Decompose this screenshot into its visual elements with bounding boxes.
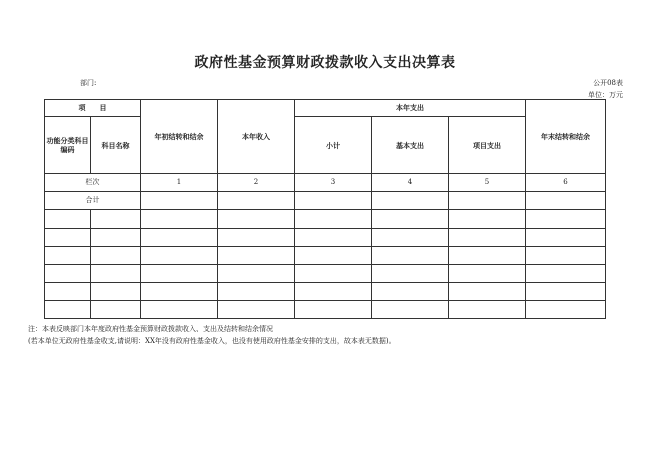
table-cell [45,300,91,318]
column-number: 1 [141,174,218,192]
table-cell [295,228,372,246]
department-label: 部门: [80,79,97,87]
total-label: 合计 [45,192,141,210]
basic-expense-header: 基本支出 [372,117,449,174]
table-cell [526,282,606,300]
table-cell [449,246,526,264]
table-cell [372,210,449,228]
table-cell [218,210,295,228]
column-number: 6 [526,174,606,192]
table-cell [526,210,606,228]
table-cell [372,228,449,246]
table-cell [372,282,449,300]
table-cell [449,192,526,210]
table-row [45,228,606,246]
form-number: 公开08表 [593,79,623,87]
table-cell [526,192,606,210]
table-cell [45,210,91,228]
table-row [45,246,606,264]
budget-table [44,99,606,319]
column-number-row [45,174,606,192]
table-cell [45,228,91,246]
table-cell [295,300,372,318]
table-cell [141,192,218,210]
table-cell [449,210,526,228]
table-cell [91,300,141,318]
table-cell [218,228,295,246]
table-cell [141,300,218,318]
table-row [45,300,606,318]
table-cell [449,282,526,300]
project-expense-header: 项目支出 [449,117,526,174]
table-cell [91,210,141,228]
current-expense-header: 本年支出 [295,100,526,117]
opening-balance-header: 年初结转和结余 [141,100,218,174]
item-group-header: 项 目 [45,100,141,117]
table-cell [141,282,218,300]
table-cell [526,300,606,318]
table-cell [141,264,218,282]
table-cell [218,264,295,282]
table-cell [91,246,141,264]
table-cell [295,192,372,210]
table-row [45,264,606,282]
table-cell [449,300,526,318]
subject-name-header: 科目名称 [91,117,141,174]
table-cell [295,264,372,282]
table-cell [526,246,606,264]
table-row [45,282,606,300]
table-cell [141,228,218,246]
table-cell [449,228,526,246]
column-number: 5 [449,174,526,192]
page-title: 政府性基金预算财政拨款收入支出决算表 [194,55,456,71]
current-income-header: 本年收入 [218,100,295,174]
table-cell [91,282,141,300]
table-cell [91,228,141,246]
table-cell [372,192,449,210]
column-number: 3 [295,174,372,192]
table-cell [526,264,606,282]
table-cell [45,282,91,300]
column-number: 2 [218,174,295,192]
table-cell [372,300,449,318]
footnote: 注：本表反映部门本年度政府性基金预算财政拨款收入、支出及结转和结余情况 [28,325,273,333]
table-cell [141,246,218,264]
table-cell [141,210,218,228]
table-cell [372,246,449,264]
column-label: 栏次 [45,174,141,192]
table-cell [45,264,91,282]
table-cell [218,192,295,210]
table-cell [295,246,372,264]
footnote-explanation: (若本单位无政府性基金收支,请说明：XX年没有政府性基金收入，也没有使用政府性基金安排的支出，故本表无数据)。 [28,337,396,345]
table-cell [218,246,295,264]
function-code-header: 功能分类科目编码 [45,117,91,174]
column-number: 4 [372,174,449,192]
total-row [45,192,606,210]
table-cell [372,264,449,282]
table-cell [218,300,295,318]
table-cell [526,228,606,246]
table-cell [449,264,526,282]
table-cell [295,282,372,300]
table-cell [45,246,91,264]
table-row [45,210,606,228]
table-cell [218,282,295,300]
table-cell [295,210,372,228]
subtotal-header: 小计 [295,117,372,174]
table-cell [91,264,141,282]
unit-label: 单位：万元 [588,91,623,99]
closing-balance-header: 年末结转和结余 [526,100,606,174]
